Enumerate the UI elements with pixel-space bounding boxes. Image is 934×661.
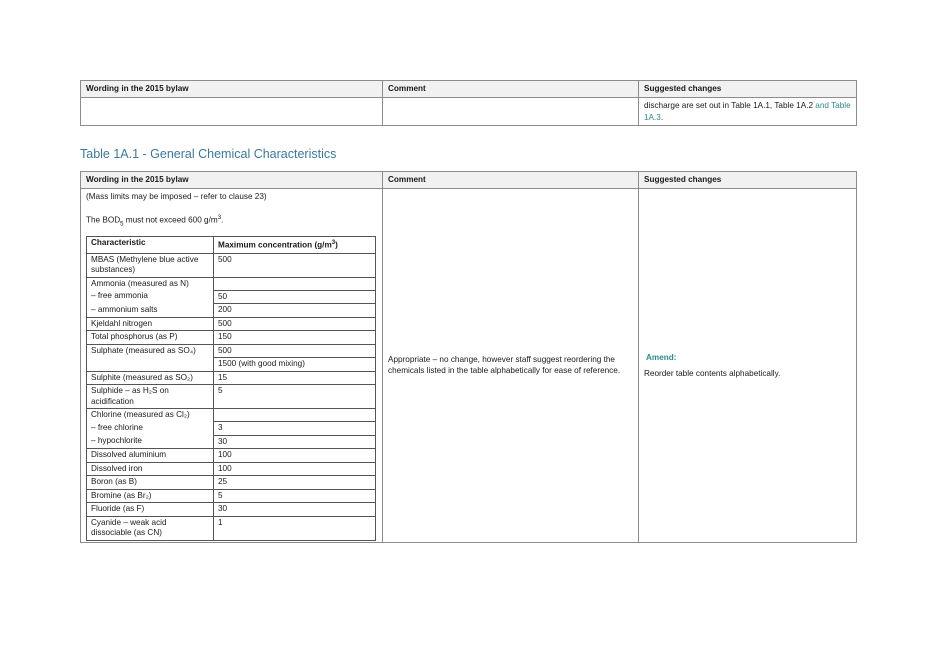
table-row: Boron (as B) 25	[87, 476, 376, 490]
general-chemical-table	[80, 171, 857, 543]
table-row: Sulphite (measured as SO₂) 15	[87, 371, 376, 385]
changes-text: discharge are set out in Table 1A.1, Table 1A.2	[644, 101, 816, 110]
table-row: Kjeldahl nitrogen 500	[87, 317, 376, 331]
previous-table-continuation	[80, 80, 857, 126]
header-suggested-changes: Suggested changes	[639, 172, 857, 189]
bod-limit-text: The $BOD_5$ must not exceed 600 $g/m^3$.	[86, 215, 224, 228]
mass-limits-note: (Mass limits may be imposed – refer to clause 23)	[86, 192, 267, 201]
concentration-table	[86, 236, 376, 540]
cell-wording	[81, 189, 383, 543]
table-row: Chlorine (measured as Cl₂)	[87, 409, 376, 422]
inner-header-max-concentration: Maximum concentration $(g/m^3)$	[214, 237, 376, 253]
cell-suggested-changes	[639, 189, 857, 543]
table-row: Fluoride (as F) 30	[87, 503, 376, 517]
cell-suggested-changes	[639, 98, 857, 126]
table-row: Ammonia (measured as N)	[87, 277, 376, 290]
table-row: – free chlorine 3	[87, 422, 376, 436]
amend-text: Reorder table contents alphabetically.	[644, 368, 781, 378]
cell-comment	[383, 98, 639, 126]
cell-wording	[81, 98, 383, 126]
table-row: 1500 (with good mixing)	[87, 358, 376, 372]
section-title: Table 1A.1 - General Chemical Characteristics	[80, 147, 337, 161]
changes-link-text: and Table 1A.3	[644, 101, 851, 122]
changes-end: .	[660, 112, 664, 122]
inner-header-characteristic: Characteristic	[87, 237, 214, 253]
table-row: Bromine (as Br₂) 5	[87, 489, 376, 503]
table-row: Sulphide – as H₂S on acidification 5	[87, 385, 376, 409]
table-row: Dissolved aluminium 100	[87, 449, 376, 463]
table-row: Total phosphorus (as P) 150	[87, 331, 376, 345]
table-row: Cyanide – weak acid dissociable (as CN) 1	[87, 516, 376, 540]
header-wording: Wording in the 2015 bylaw	[81, 81, 383, 98]
header-suggested-changes: Suggested changes	[639, 81, 857, 98]
table-row: Sulphate (measured as SO₄) 500	[87, 344, 376, 358]
header-comment: Comment	[383, 172, 639, 189]
table-row: – ammonium salts 200	[87, 304, 376, 318]
header-wording: Wording in the 2015 bylaw	[81, 172, 383, 189]
table-row: Dissolved iron 100	[87, 462, 376, 476]
table-row: – hypochlorite 30	[87, 435, 376, 449]
amend-label: Amend:	[646, 352, 677, 362]
table-row: MBAS (Methylene blue active substances) 500	[87, 253, 376, 277]
table-row: – free ammonia 50	[87, 290, 376, 304]
cell-comment: Appropriate – no change, however staff suggest reordering the chemicals listed in the table alphabetically for ease of reference.	[383, 189, 639, 543]
header-comment: Comment	[383, 81, 639, 98]
